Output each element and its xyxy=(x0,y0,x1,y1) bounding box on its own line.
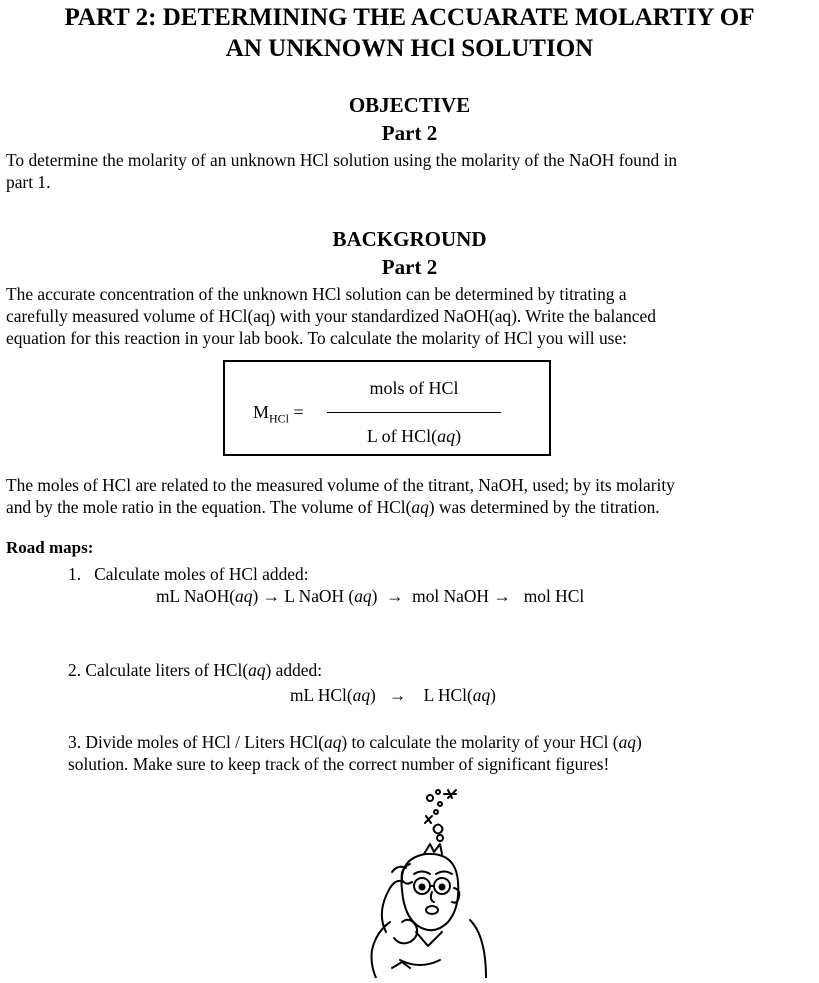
step1-seq-e: mol NaOH xyxy=(407,586,494,606)
page-title-line1: PART 2: DETERMINING THE ACCUARATE MOLARTIY OF xyxy=(64,4,755,31)
page-title xyxy=(0,2,819,64)
arrow-right-icon: → xyxy=(262,586,280,606)
objective-text-line1: To determine the molarity of an unknown HCl solution using the molarity of the NaOH found in xyxy=(6,150,678,170)
step2-label-a: 2. Calculate liters of HCl( xyxy=(68,660,249,680)
step3-line1-c: ) xyxy=(636,732,642,752)
background-heading: BACKGROUND xyxy=(332,227,487,251)
denominator-prefix: L of HCl( xyxy=(366,426,438,446)
step3-line1-b: ) to calculate the molarity of your HCl ( xyxy=(341,732,619,752)
step1-aq1: aq xyxy=(235,586,253,606)
confused-scientist-cartoon-icon xyxy=(340,782,510,978)
step2-aq1: aq xyxy=(352,685,371,705)
step2-seq-d: ) xyxy=(490,685,496,705)
step1-sequence xyxy=(156,585,584,607)
background-text xyxy=(6,283,816,349)
step2-sequence xyxy=(290,684,496,706)
moles-line2-a: and by the mole ratio in the equation. The volume of HCl( xyxy=(6,497,412,517)
step2-label xyxy=(68,659,322,681)
fraction-bar xyxy=(327,412,501,413)
formula-numerator: mols of HCl xyxy=(369,378,459,398)
moles-line2-aq: aq xyxy=(411,497,429,517)
objective-heading: OBJECTIVE xyxy=(348,93,471,117)
background-text-line2: carefully measured volume of HCl(aq) with your standardized NaOH(aq). Write the balanced xyxy=(6,306,656,326)
step2-seq-a: mL HCl( xyxy=(290,685,353,705)
background-text-line1: The accurate concentration of the unknown HCl solution can be determined by titrating a xyxy=(6,284,627,304)
step3-aq2: aq xyxy=(618,732,636,752)
objective-text xyxy=(6,149,816,193)
molarity-formula-box xyxy=(223,360,551,456)
step3-aq1: aq xyxy=(324,732,342,752)
step1-seq-c: L NaOH ( xyxy=(279,586,355,606)
objective-text-line2: part 1. xyxy=(6,172,51,192)
arrow-right-icon: → xyxy=(493,586,511,606)
page-title-line2: AN UNKNOWN HCl SOLUTION xyxy=(225,35,594,62)
moles-line2-b: ) was determined by the titration. xyxy=(428,497,660,517)
step3-line2: solution. Make sure to keep track of the correct number of significant figures! xyxy=(68,754,610,774)
step1-seq-d: ) xyxy=(371,586,382,606)
formula-equals: = xyxy=(289,402,304,422)
step1-aq2: aq xyxy=(354,586,372,606)
arrow-right-icon: → xyxy=(388,685,407,705)
background-text-line3: equation for this reaction in your lab book. To calculate the molarity of HCl you will use: xyxy=(6,328,628,348)
moles-paragraph-line1: The moles of HCl are related to the measured volume of the titrant, NaOH, used; by its molarity xyxy=(6,475,675,495)
arrow-right-icon: → xyxy=(386,586,404,606)
step3-line1 xyxy=(68,732,642,752)
step1-text: Calculate moles of HCl added: xyxy=(94,564,309,584)
moles-paragraph xyxy=(6,474,816,518)
objective-subheading: Part 2 xyxy=(381,121,438,145)
step1-number: 1. xyxy=(68,564,82,584)
step2-label-b: ) added: xyxy=(265,660,323,680)
step2-seq-c: L HCl( xyxy=(419,685,473,705)
formula-symbol: M xyxy=(253,402,270,422)
step1-label xyxy=(68,563,309,585)
denominator-suffix: ) xyxy=(455,426,462,446)
step2-label-aq: aq xyxy=(248,660,266,680)
step2-aq2: aq xyxy=(472,685,491,705)
moles-paragraph-line2 xyxy=(6,497,660,517)
denominator-aq: aq xyxy=(437,426,456,446)
step2-seq-b: ) xyxy=(370,685,381,705)
background-subheading: Part 2 xyxy=(381,255,438,279)
step1-seq-b: ) xyxy=(252,586,263,606)
step3-text xyxy=(68,731,642,775)
step1-seq-f: mol HCl xyxy=(519,586,585,606)
formula-denominator xyxy=(327,426,501,447)
formula-subscript: HCl xyxy=(269,411,290,426)
road-maps-title: Road maps: xyxy=(6,538,94,557)
formula-lhs xyxy=(253,402,304,427)
step3-line1-a: 3. Divide moles of HCl / Liters HCl( xyxy=(68,732,325,752)
step1-seq-a: mL NaOH( xyxy=(156,586,236,606)
